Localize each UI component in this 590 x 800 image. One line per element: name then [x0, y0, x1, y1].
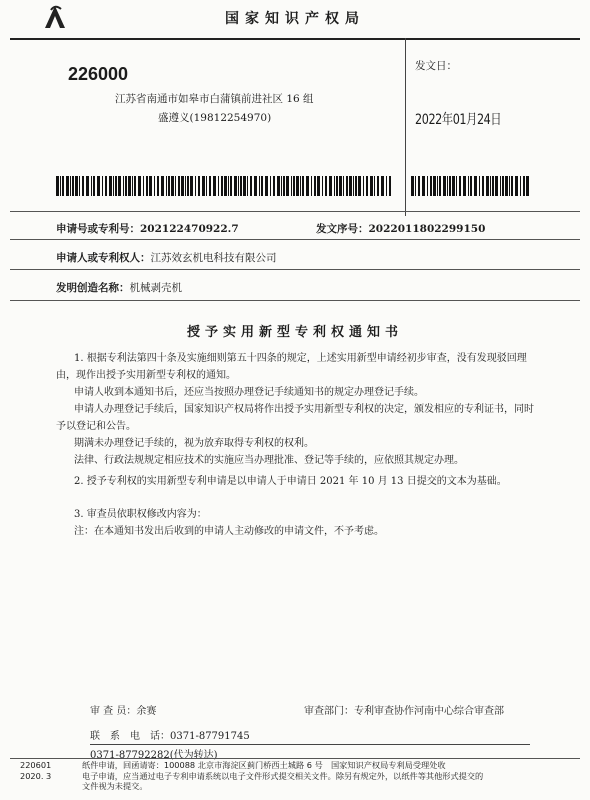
invention-row: [56, 280, 182, 295]
header-divider: [405, 38, 406, 216]
fax: 0371-87792282(代为转达): [90, 750, 218, 761]
paragraph: 法律、行政法规规定相应技术的实施应当办理批准、登记等手续的，应依照其规定办理。: [74, 455, 464, 466]
dept-label: 审查部门：: [304, 706, 354, 717]
paragraph: 期满未办理登记手续的，视为放弃取得专利权的权利。: [74, 438, 314, 449]
applicant-row: [56, 250, 277, 265]
note-line: 纸件申请，回函请寄：100088 北京市海淀区蓟门桥西土城路 6 号 国家知识产权局专利局受理处收: [82, 760, 446, 770]
phone-label: 联 系 电 话：: [90, 731, 170, 742]
divider: [10, 300, 580, 301]
form-date: 2020. 3: [20, 771, 52, 781]
note-line: 电子申请，应当通过电子专利申请系统以电子文件形式提交相关文件。除另有规定外，以纸件等其他形式提交的: [82, 770, 484, 781]
examiner: 余赛: [136, 706, 157, 717]
dept-row: [304, 702, 504, 717]
footer-notes: [82, 760, 582, 792]
paragraph: 2. 授予专利权的实用新型专利申请是以申请人于申请日 2021 年 10 月 13 日提交的文本为基础。: [74, 476, 507, 487]
note-line: 文件视为未提交。: [82, 781, 148, 791]
paragraph: 注：在本通知书发出后收到的申请人主动修改的申请文件，不予考虑。: [74, 526, 384, 537]
invention-title: 机械剥壳机: [129, 282, 182, 294]
examiner-row: [90, 702, 156, 717]
serial-barcode: [411, 176, 531, 196]
app-no-label: 申请号或专利号：: [56, 223, 140, 235]
paragraph: 1. 根据专利法第四十条及实施细则第五十四条的规定，上述实用新型申请经初步审查，没有发现驳回理由，现作出授予实用新型专利权的通知。: [56, 353, 527, 381]
notice-basis: [56, 473, 536, 490]
office-name: 国家知识产权局: [225, 11, 365, 27]
header-rule: [10, 38, 580, 40]
recipient: 盛遵义(19812254970): [158, 112, 272, 124]
applicant-label: 申请人或专利权人：: [56, 252, 151, 264]
serial-label: 发文序号：: [316, 223, 369, 235]
divider: [10, 211, 580, 212]
divider: [10, 269, 580, 270]
notice-title: 授予实用新型专利权通知书: [186, 325, 403, 340]
app-no: 202122470922.7: [140, 223, 239, 235]
issue-date: 2022年01月24日: [415, 112, 502, 128]
paragraph: 3. 审查员依职权修改内容为：: [74, 509, 207, 520]
notice-body: [56, 350, 536, 469]
address-line: 江苏省南通市如皋市白蒲镇前进社区 16 组: [115, 93, 314, 105]
issue-date-label: 发文日：: [415, 60, 457, 72]
divider: [10, 239, 580, 240]
form-code: 220601: [20, 760, 52, 770]
divider: [10, 758, 580, 759]
app-no-row: [56, 221, 239, 236]
serial-row: [316, 221, 485, 236]
paragraph: 申请人办理登记手续后，国家知识产权局将作出授予实用新型专利权的决定，颁发相应的专利证书，同时予以登记和公告。: [56, 404, 534, 432]
phone-row: [90, 727, 250, 742]
examiner-label: 审 查 员：: [90, 706, 137, 717]
dept: 专利审查协作河南中心综合审查部: [354, 706, 504, 717]
serial-no: 2022011802299150: [368, 223, 486, 235]
paragraph: 申请人收到本通知书后，还应当按照办理登记手续通知书的规定办理登记手续。: [74, 387, 424, 398]
postcode: 226000: [68, 64, 129, 84]
invention-label: 发明创造名称：: [56, 282, 130, 294]
notice-amendments: [56, 506, 536, 540]
address-barcode: [56, 176, 392, 196]
phone: 0371-87791745: [170, 731, 250, 742]
applicant: 江苏效玄机电科技有限公司: [150, 252, 277, 264]
